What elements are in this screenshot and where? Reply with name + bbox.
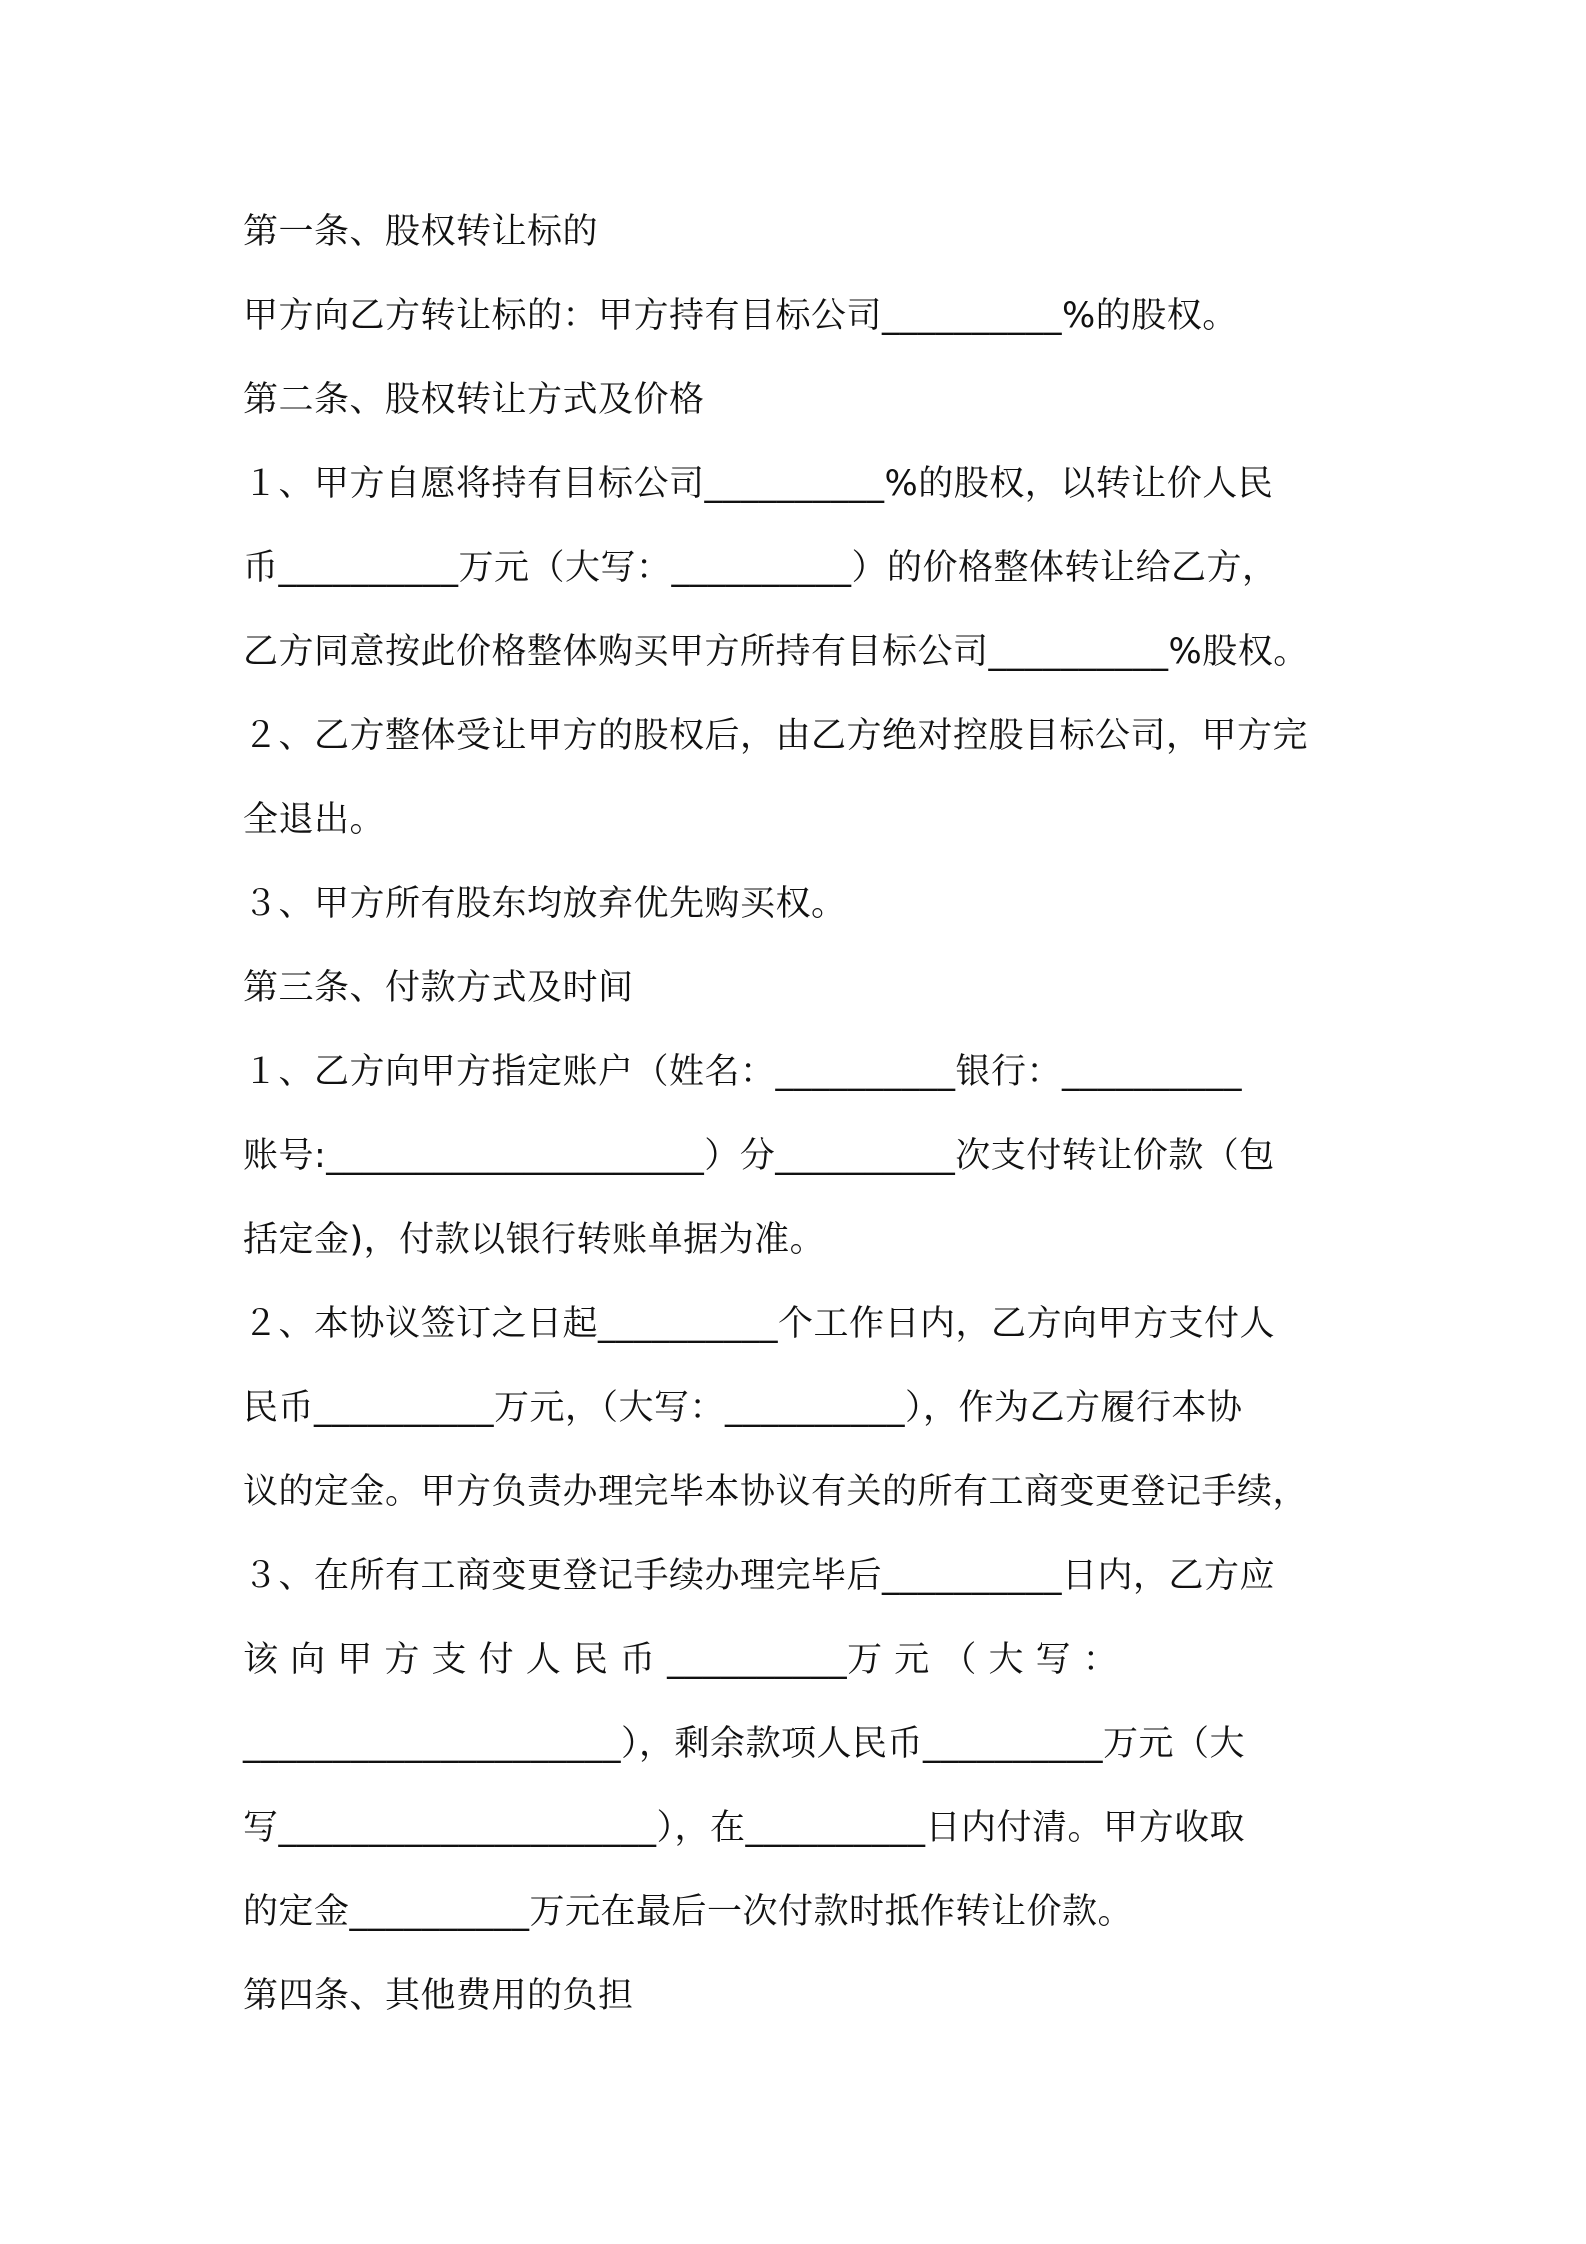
article-1-heading: 第一条、股权转让标的 bbox=[243, 212, 599, 252]
article-3-clause-3-line-2: 该 向 甲 方 支 付 人 民 币 __________万 元 （ 大 写 ： bbox=[243, 1640, 1119, 1680]
article-3-clause-1-line-3: 括定金)，付款以银行转账单据为准。 bbox=[243, 1220, 826, 1260]
article-3-clause-3-line-5: 的定金__________万元在最后一次付款时抵作转让价款。 bbox=[243, 1892, 1134, 1932]
article-3-clause-2-line-3: 议的定金。甲方负责办理完毕本协议有关的所有工商变更登记手续， bbox=[243, 1472, 1309, 1512]
article-2-clause-1-line-3: 乙方同意按此价格整体购买甲方所持有目标公司__________%股权。 bbox=[243, 632, 1309, 672]
article-3-clause-2-line-1: ２、本协议签订之日起__________个工作日内，乙方向甲方支付人 bbox=[243, 1304, 1276, 1344]
article-2-clause-2-line-2: 全退出。 bbox=[243, 800, 386, 840]
article-2-clause-1-line-2: 币__________万元（大写：__________）的价格整体转让给乙方， bbox=[243, 548, 1278, 588]
article-4-heading: 第四条、其他费用的负担 bbox=[243, 1976, 634, 2016]
article-3-heading: 第三条、付款方式及时间 bbox=[243, 968, 634, 1008]
article-2-clause-2-line-1: ２、乙方整体受让甲方的股权后，由乙方绝对控股目标公司，甲方完 bbox=[243, 716, 1309, 756]
article-1-body: 甲方向乙方转让标的：甲方持有目标公司__________%的股权。 bbox=[243, 296, 1238, 336]
article-2-clause-3: ３、甲方所有股东均放弃优先购买权。 bbox=[243, 884, 847, 924]
article-3-clause-3-line-4: 写_____________________），在__________日内付清。甲方收取 bbox=[243, 1808, 1246, 1848]
article-3-clause-3-line-3: _____________________），剩余款项人民币__________万元（大 bbox=[243, 1724, 1246, 1764]
article-3-clause-1-line-2: 账号:_____________________）分__________次支付转让价款（包 bbox=[243, 1136, 1275, 1176]
article-2-clause-1-line-1: １、甲方自愿将持有目标公司__________%的股权，以转让价人民 bbox=[243, 464, 1274, 504]
article-3-clause-1-line-1: １、乙方向甲方指定账户（姓名：__________银行：__________ bbox=[243, 1052, 1243, 1092]
article-2-heading: 第二条、股权转让方式及价格 bbox=[243, 380, 705, 420]
article-3-clause-3-line-1: ３、在所有工商变更登记手续办理完毕后__________日内，乙方应 bbox=[243, 1556, 1276, 1596]
article-3-clause-2-line-2: 民币__________万元，（大写：__________），作为乙方履行本协 bbox=[243, 1388, 1243, 1428]
